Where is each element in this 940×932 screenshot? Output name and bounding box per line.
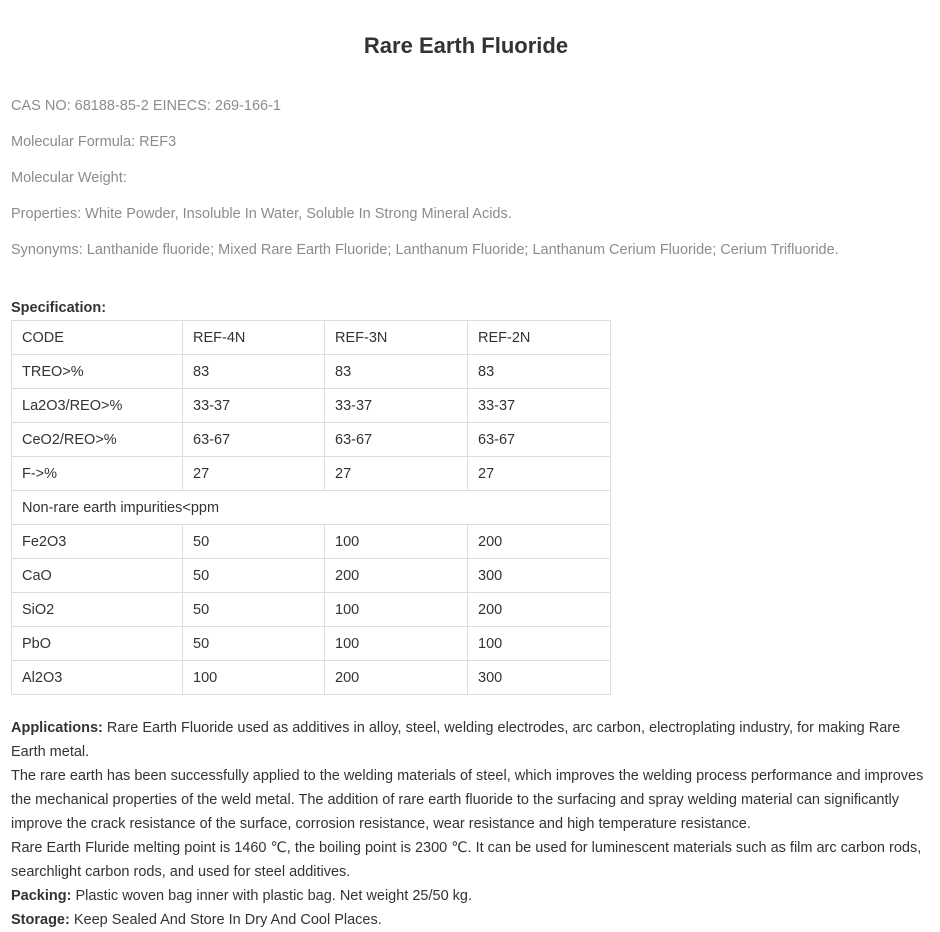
table-cell: 300 [468, 559, 611, 593]
storage-label: Storage: [11, 912, 70, 928]
table-cell: 100 [325, 593, 468, 627]
table-cell: 50 [183, 559, 325, 593]
table-row [12, 525, 611, 559]
table-cell: CaO [12, 559, 183, 593]
applications-paragraph [11, 716, 936, 764]
table-cell: 63-67 [183, 423, 325, 457]
cas-number: CAS NO: 68188-85-2 EINECS: 269-166-1 [11, 98, 281, 114]
welding-paragraph: The rare earth has been successfully applied to the welding materials of steel, which improves the welding process performance and improves the mechanical properties of the weld metal. The addition of rare earth fluoride to the surfacing and spray welding material can significantly improve the crack resistance of the surface, corrosion resistance, wear resistance and high temperature resistance. [11, 768, 924, 832]
table-cell: 83 [468, 355, 611, 389]
table-cell: 200 [325, 559, 468, 593]
table-cell: CeO2/REO>% [12, 423, 183, 457]
synonyms: Synonyms: Lanthanide fluoride; Mixed Rare Earth Fluoride; Lanthanum Fluoride; Lanthanum Cerium Fluoride; Cerium Trifluoride. [11, 242, 839, 258]
packing-text: Plastic woven bag inner with plastic bag. Net weight 25/50 kg. [71, 888, 473, 904]
table-cell: 50 [183, 593, 325, 627]
packing-paragraph [11, 884, 936, 908]
table-cell: 200 [325, 661, 468, 695]
impurities-section-label: Non-rare earth impurities<ppm [12, 491, 611, 525]
description-body [11, 716, 936, 932]
table-row [12, 457, 611, 491]
table-row [12, 559, 611, 593]
table-row [12, 627, 611, 661]
table-cell: TREO>% [12, 355, 183, 389]
specification-table [11, 320, 611, 695]
applications-label: Applications: [11, 720, 103, 736]
specification-heading: Specification: [11, 300, 107, 316]
storage-paragraph [11, 908, 936, 932]
table-cell: 50 [183, 627, 325, 661]
table-cell: 83 [325, 355, 468, 389]
table-cell: 27 [325, 457, 468, 491]
table-cell: 63-67 [325, 423, 468, 457]
molecular-weight: Molecular Weight: [11, 170, 127, 186]
properties: Properties: White Powder, Insoluble In Water, Soluble In Strong Mineral Acids. [11, 206, 512, 222]
molecular-formula: Molecular Formula: REF3 [11, 134, 177, 150]
table-row [12, 593, 611, 627]
table-cell: La2O3/REO>% [12, 389, 183, 423]
table-cell: Fe2O3 [12, 525, 183, 559]
page-title: Rare Earth Fluoride [363, 32, 569, 58]
table-cell: 300 [468, 661, 611, 695]
table-row [12, 661, 611, 695]
table-cell: 27 [183, 457, 325, 491]
packing-label: Packing: [11, 888, 72, 904]
table-cell: 100 [183, 661, 325, 695]
storage-text: Keep Sealed And Store In Dry And Cool Places. [69, 912, 382, 928]
table-cell: SiO2 [12, 593, 183, 627]
table-cell: REF-2N [468, 321, 611, 355]
table-cell: 33-37 [468, 389, 611, 423]
table-cell: 100 [468, 627, 611, 661]
table-cell: 100 [325, 627, 468, 661]
table-cell: REF-3N [325, 321, 468, 355]
table-cell: 100 [325, 525, 468, 559]
table-cell: 33-37 [325, 389, 468, 423]
table-cell: 63-67 [468, 423, 611, 457]
table-cell: 50 [183, 525, 325, 559]
table-row [12, 355, 611, 389]
table-cell: REF-4N [183, 321, 325, 355]
table-cell: Al2O3 [12, 661, 183, 695]
table-cell: PbO [12, 627, 183, 661]
table-row [12, 423, 611, 457]
table-cell: F->% [12, 457, 183, 491]
table-cell: 27 [468, 457, 611, 491]
table-row-section [12, 491, 611, 525]
table-cell: 200 [468, 593, 611, 627]
table-row [12, 389, 611, 423]
applications-text: Rare Earth Fluoride used as additives in alloy, steel, welding electrodes, arc carbon, electroplating industry, for making Rare Earth metal. [11, 720, 901, 760]
table-cell: CODE [12, 321, 183, 355]
table-cell: 83 [183, 355, 325, 389]
melting-point-paragraph: Rare Earth Fluride melting point is 1460 ℃, the boiling point is 2300 ℃. It can be used for luminescent materials such as film arc carbon rods, searchlight carbon rods, and used for steel additives. [11, 840, 922, 880]
table-header-row [12, 321, 611, 355]
table-cell: 33-37 [183, 389, 325, 423]
table-cell: 200 [468, 525, 611, 559]
